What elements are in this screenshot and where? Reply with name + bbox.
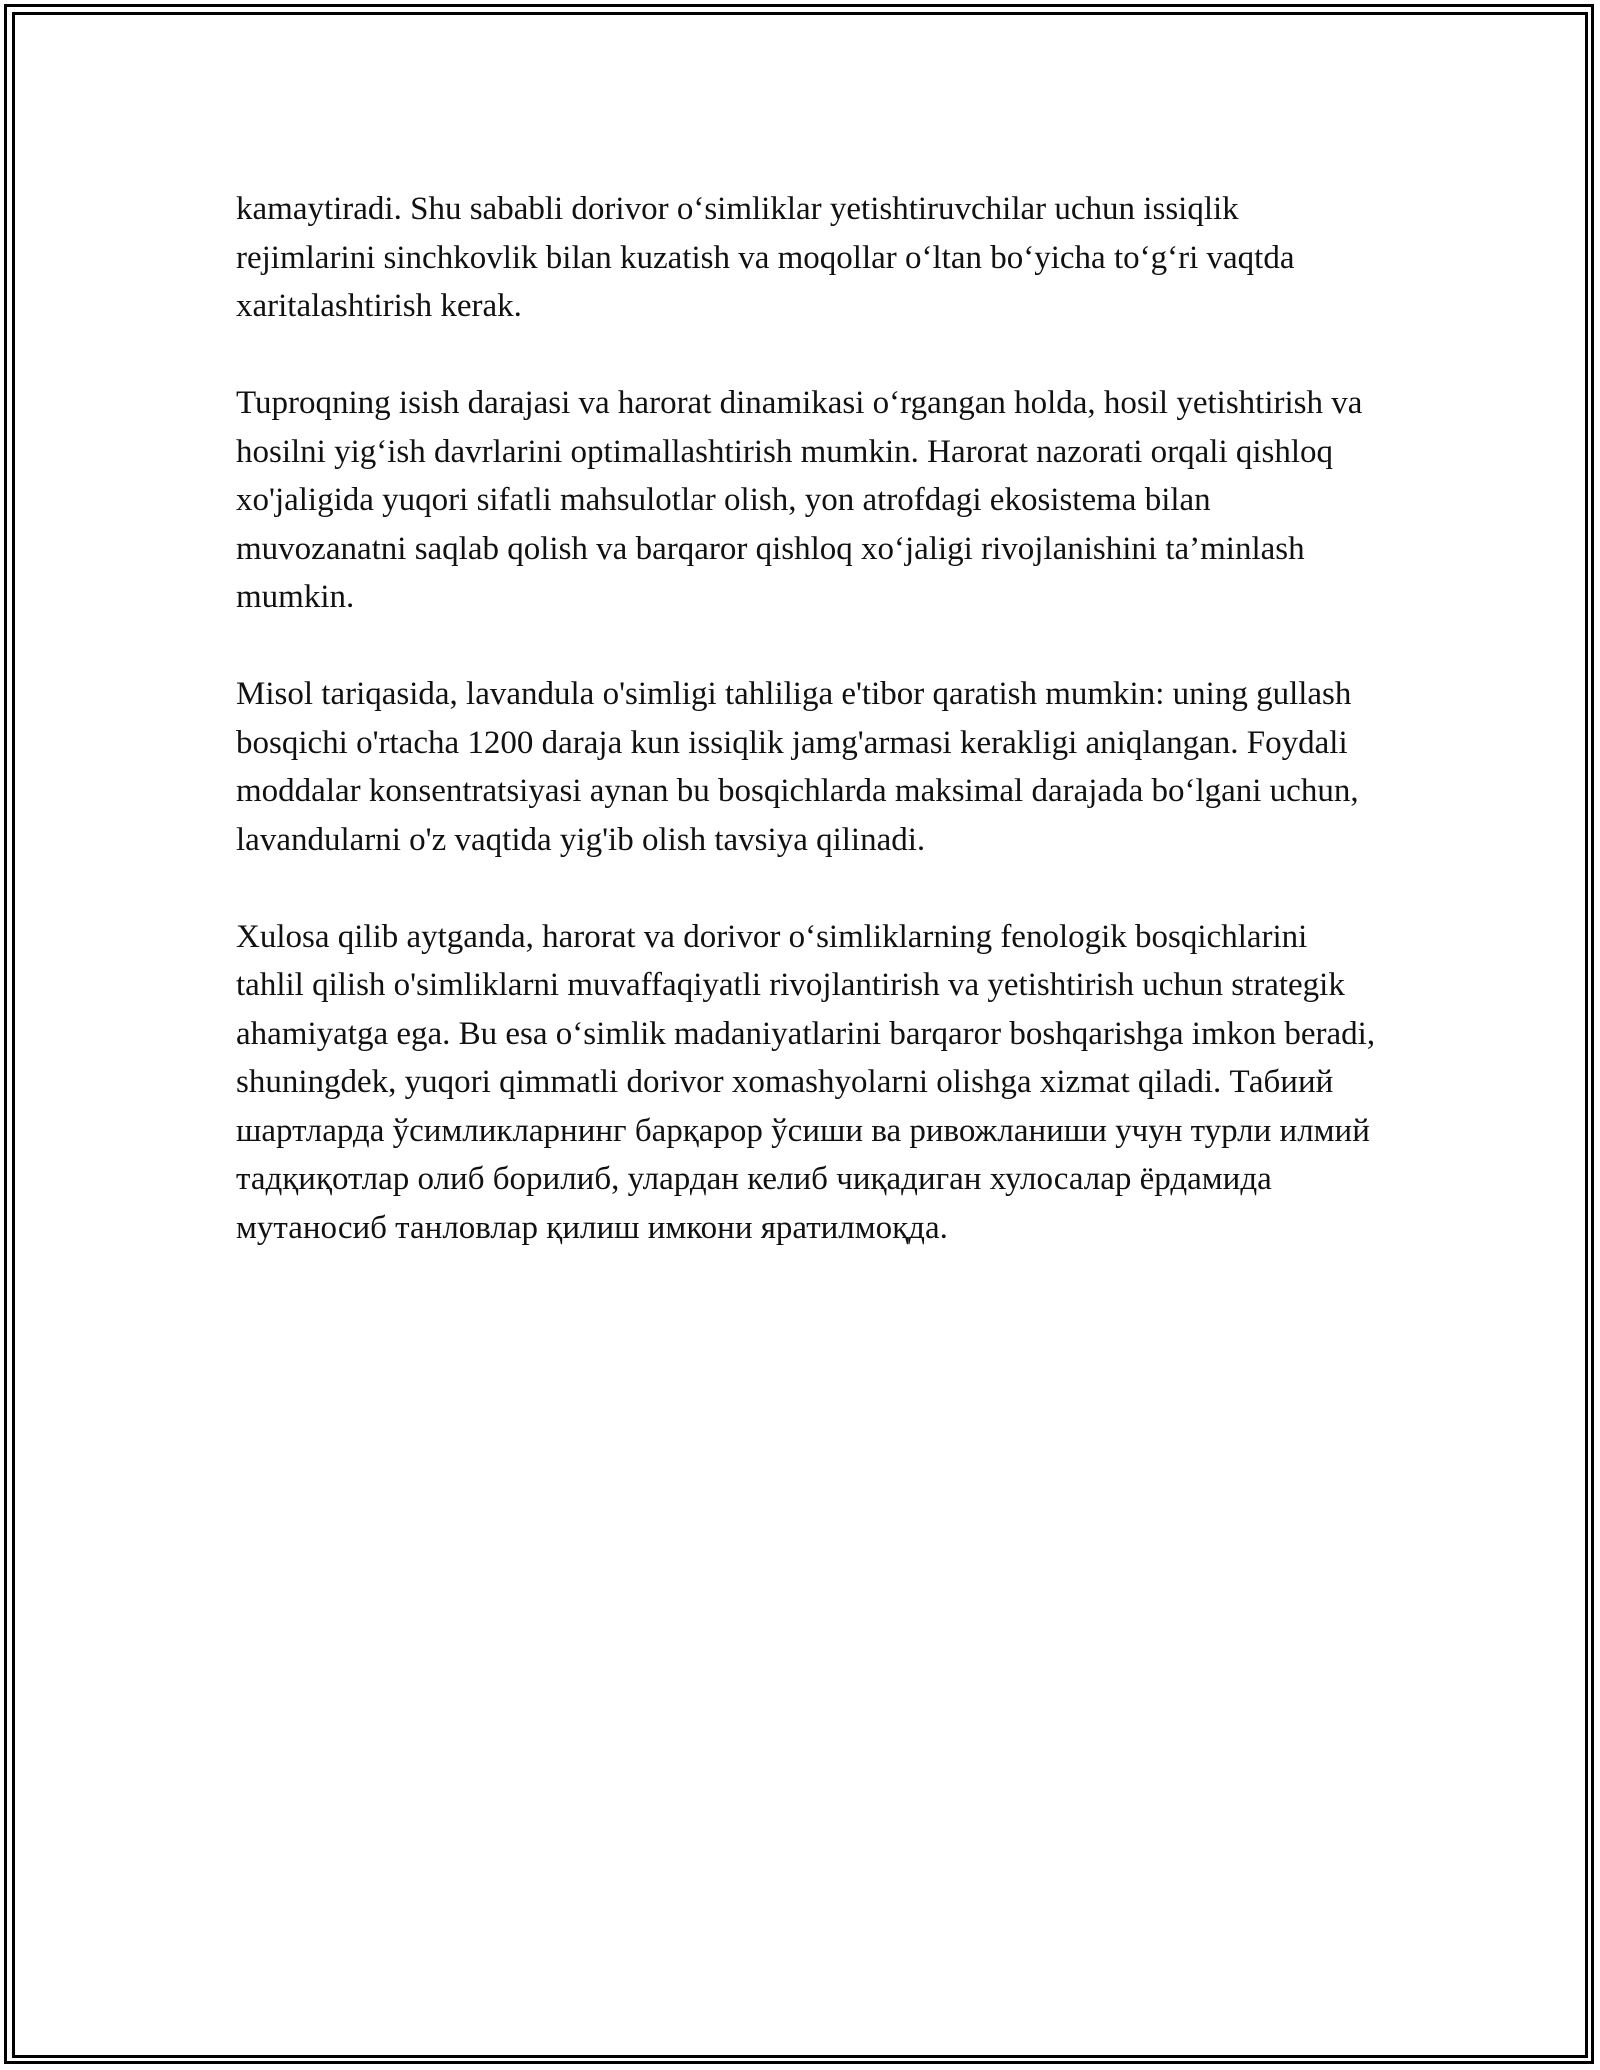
paragraph-1: kamaytiradi. Shu sababli dorivor o‘simliklar yetishtiruvchilar uchun issiqlik rejimlarini sinchkovlik bilan kuzatish va moqollar o‘ltan bo‘yicha to‘g‘ri vaqtda xaritalashtirish kerak.: [236, 191, 1295, 324]
paragraph-4: Xulosa qilib aytganda, harorat va dorivor o‘simliklarning fenologik bosqichlarini tahlil qilish o'simliklarni muvaffaqiyatli rivojlantirish va yetishtirish uchun strategik ahamiyatga ega. Bu esa o‘simlik madaniyatlarini barqaror boshqarishga imkon beradi, shuningdek, yuqori qimmatli dorivor xomashyolarni olishga xizmat qiladi. Табиий шартларда ўсимликларнинг барқарор ўсиши ва ривожланиши учун турли илмий тадқиқотлар олиб борилиб, улардан келиб чиқадиган хулосалар ёрдамида мутаносиб танловлар қилиш имкони яратилмоқда.: [236, 918, 1376, 1246]
document-body: [236, 185, 1376, 1301]
paragraph-2: Tuproqning isish darajasi va harorat dinamikasi o‘rgangan holda, hosil yetishtirish va hosilni yig‘ish davrlarini optimallashtirish mumkin. Harorat nazorati orqali qishloq xo'jaligida yuqori sifatli mahsulotlar olish, yon atrofdagi ekosistema bilan muvozanatni saqlab qolish va barqaror qishloq xo‘jaligi rivojlanishini ta’minlash mumkin.: [236, 385, 1363, 615]
paragraph-3: Misol tariqasida, lavandula o'simligi tahliliga e'tibor qaratish mumkin: uning gullash bosqichi o'rtacha 1200 daraja kun issiqlik jamg'armasi kerakligi aniqlangan. Foydali moddalar konsentratsiyasi aynan bu bosqichlarda maksimal darajada bo‘lgani uchun, lavandularni o'z vaqtida yig'ib olish tavsiya qilinadi.: [236, 676, 1359, 858]
